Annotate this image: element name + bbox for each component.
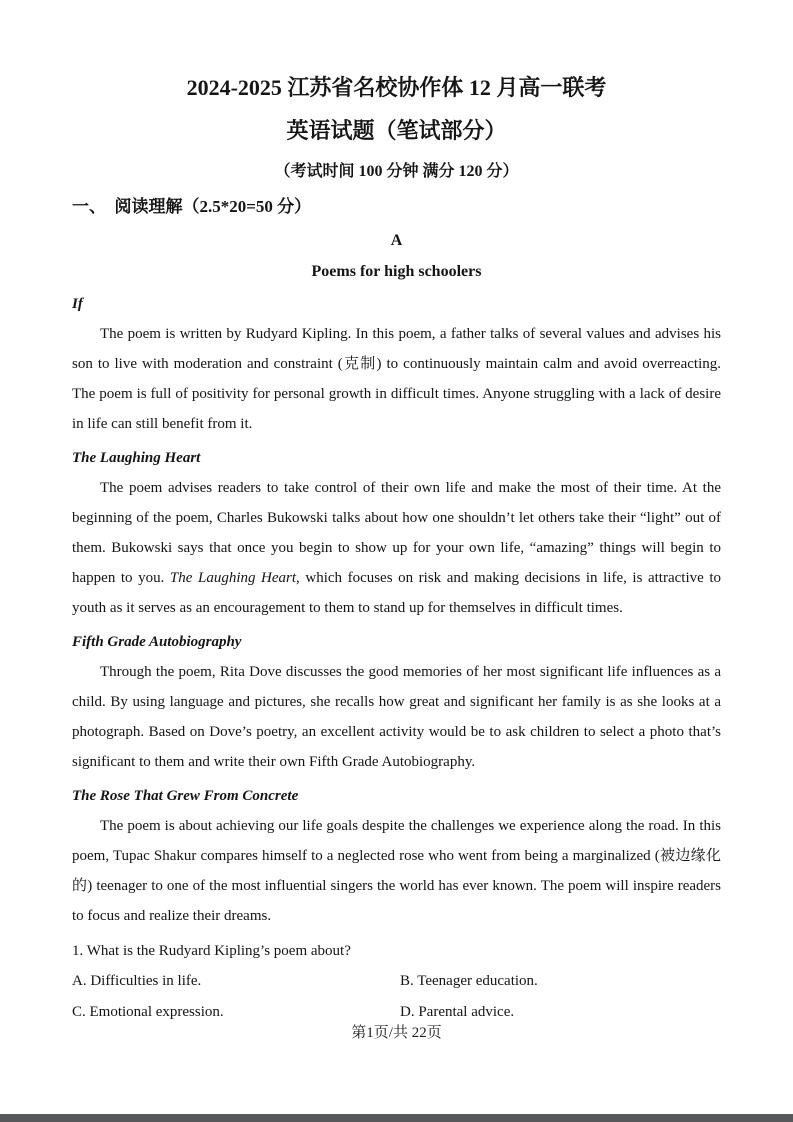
- passage-title: Poems for high schoolers: [311, 263, 482, 280]
- page-bottom-edge: [0, 1114, 793, 1122]
- page-title: 2024-2025 江苏省名校协作体 12 月高一联考: [186, 75, 607, 100]
- page-number-footer: 第1页/共 22页: [351, 1025, 442, 1041]
- poem-heading-fifth-grade-autobiography: Fifth Grade Autobiography: [72, 634, 242, 650]
- question-1-option-a: A. Difficulties in life.: [72, 973, 202, 989]
- poem-heading-rose-concrete: The Rose That Grew From Concrete: [72, 788, 299, 804]
- question-1-option-b: B. Teenager education.: [400, 973, 538, 989]
- paragraph-text-italic: The Laughing Heart: [169, 570, 297, 586]
- poem-heading-laughing-heart: The Laughing Heart: [72, 450, 201, 466]
- passage-body: [72, 289, 721, 931]
- poem-paragraph-fifth-grade-autobiography: [72, 657, 721, 777]
- paragraph-text: The poem is about achieving our life goals despite the challenges we experience along the road. In this poem, Tupac Shakur compares himself to a neglected rose who went from being a marginalized (被边缘化的) teenager to one of the most influential singers the world has ever known. The poem will inspire readers to focus and realize their dreams.: [72, 818, 721, 924]
- paragraph-text: , which focuses on risk and making decisions in life, is attractive to youth as it serves as an encouragement to them to stand up for themselves in difficult times.: [72, 570, 721, 616]
- poem-heading-if: If: [72, 296, 83, 312]
- paragraph-text: The poem is written by Rudyard Kipling. In this poem, a father talks of several values and advises his son to live with moderation and constraint (克制) to continuously maintain calm and avoid overreacting. The poem is full of positivity for personal growth in difficult times. Anyone struggling with a lack of desire in life can still benefit from it.: [72, 326, 721, 432]
- question-1-option-d: D. Parental advice.: [400, 1004, 515, 1020]
- question-1-text: 1. What is the Rudyard Kipling’s poem about?: [72, 943, 351, 959]
- paragraph-text: Through the poem, Rita Dove discusses the good memories of her most significant life influences as a child. By using language and pictures, she recalls how great and significant her family is as she looks at a photograph. Based on Dove’s poetry, an excellent activity would be to ask children to select a photo that’s significant to them and write their own Fifth Grade Autobiography.: [72, 664, 721, 770]
- passage-label-a: A: [390, 232, 403, 249]
- poem-paragraph-laughing-heart: [72, 473, 721, 623]
- paragraph-text: The poem advises readers to take control of their own life and make the most of their time. At the beginning of the poem, Charles Bukowski talks about how one shouldn’t let others take their “light” out of them. Bukowski says that once you begin to show up for your own life, “amazing” things will begin to happen to you.: [72, 480, 721, 586]
- section-one-heading: 一、 阅读理解（2.5*20=50 分）: [72, 197, 312, 216]
- poem-paragraph-if: [72, 319, 721, 439]
- question-1-options: [72, 966, 721, 1028]
- question-1-option-c: C. Emotional expression.: [72, 1004, 224, 1020]
- exam-time-score-info: （考试时间 100 分钟 满分 120 分）: [274, 163, 519, 180]
- page-subtitle: 英语试题（笔试部分）: [286, 118, 507, 143]
- poem-paragraph-rose-concrete: [72, 811, 721, 931]
